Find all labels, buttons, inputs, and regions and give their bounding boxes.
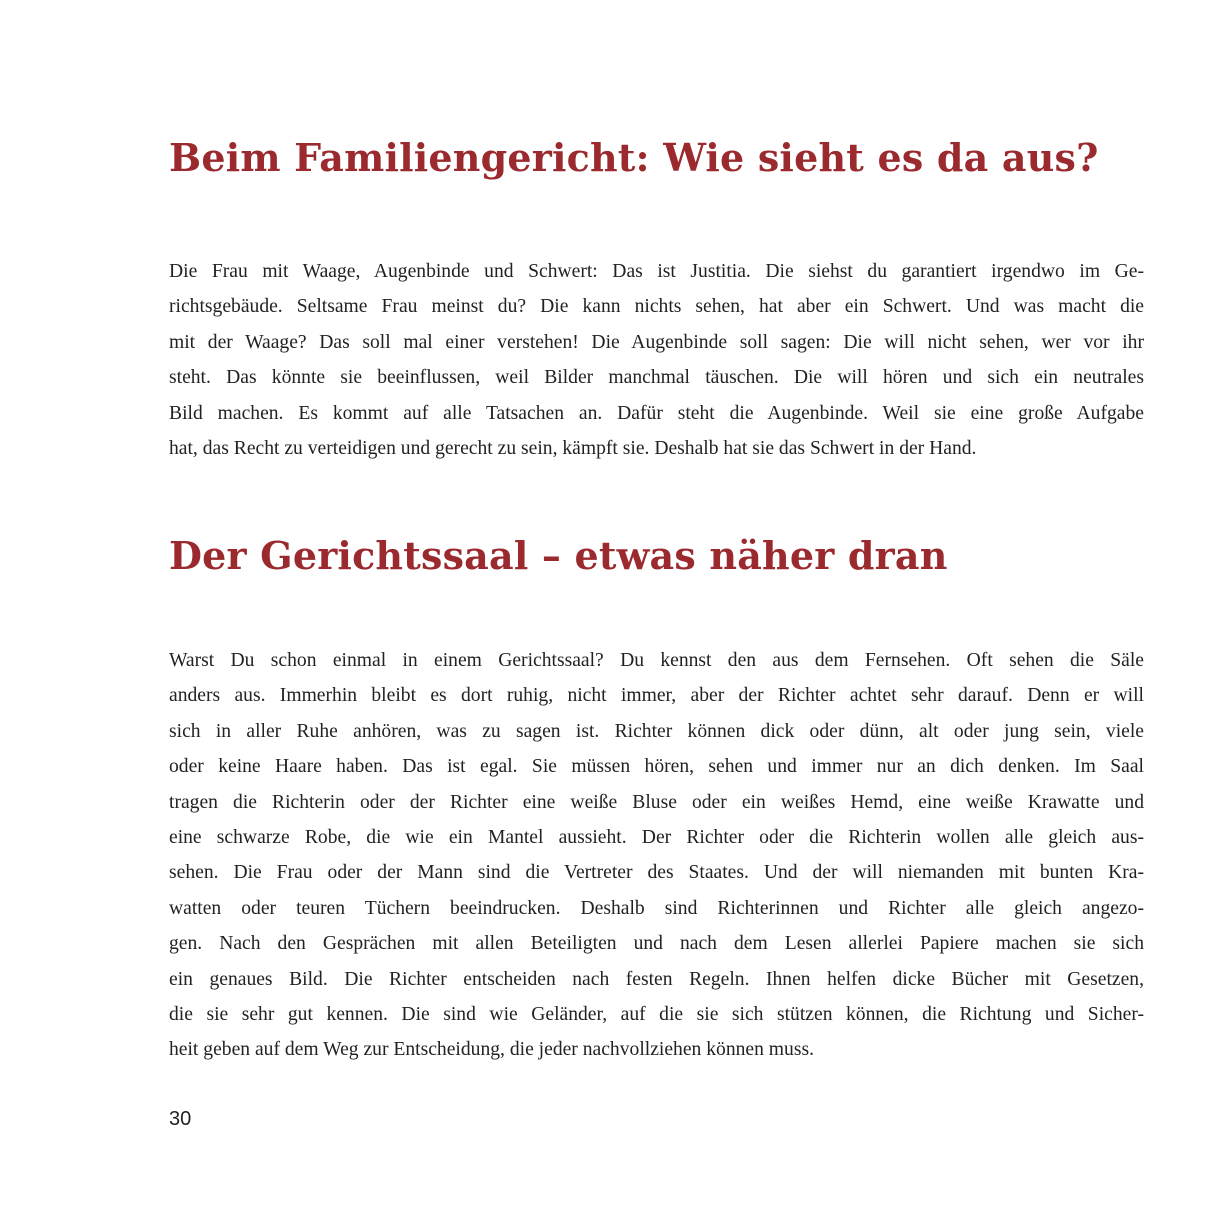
- paragraph-line: sehen. Die Frau oder der Mann sind die Vertreter des Staates. Und der will niemanden mit bunten Kra-: [169, 862, 1144, 884]
- paragraph-line: Warst Du schon einmal in einem Gerichtssaal? Du kennst den aus dem Fernsehen. Oft sehen die Säle: [169, 650, 1144, 671]
- paragraph-line: die sie sehr gut kennen. Die sind wie Geländer, auf die sie sich stützen können, die Richtung und Sicher-: [169, 1004, 1144, 1026]
- paragraph-line: hat, das Recht zu verteidigen und gerecht zu sein, kämpft sie. Deshalb hat sie das Schwert in der Hand.: [169, 438, 977, 460]
- paragraph-line: heit geben auf dem Weg zur Entscheidung, die jeder nachvollziehen können muss.: [169, 1039, 814, 1061]
- paragraph-gerichtssaal: [169, 643, 1144, 1068]
- paragraph-line: tragen die Richterin oder der Richter eine weiße Bluse oder ein weißes Hemd, eine weiße Krawatte und: [169, 791, 1144, 813]
- paragraph-line: watten oder teuren Tüchern beeindrucken. Deshalb sind Richterinnen und Richter alle gleich angezo-: [169, 897, 1144, 919]
- paragraph-line: oder keine Haare haben. Das ist egal. Sie müssen hören, sehen und immer nur an dich denken. Im Saal: [169, 756, 1144, 778]
- paragraph-line: Bild machen. Es kommt auf alle Tatsachen an. Dafür steht die Augenbinde. Weil sie eine große Aufgabe: [169, 402, 1144, 424]
- paragraph-justitia: [169, 254, 1144, 466]
- section-heading-gerichtssaal: Der Gerichtssaal – etwas näher dran: [169, 533, 948, 578]
- paragraph-line: anders aus. Immerhin bleibt es dort ruhig, nicht immer, aber der Richter achtet sehr darauf. Denn er will: [169, 685, 1144, 707]
- paragraph-line: steht. Das könnte sie beeinflussen, weil Bilder manchmal täuschen. Die will hören und sich ein neutrales: [169, 367, 1144, 389]
- paragraph-line: Die Frau mit Waage, Augenbinde und Schwert: Das ist Justitia. Die siehst du garantiert irgendwo im Ge-: [169, 261, 1144, 282]
- paragraph-line: sich in aller Ruhe anhören, was zu sagen ist. Richter können dick oder dünn, alt oder jung sein, viele: [169, 720, 1144, 742]
- paragraph-line: richtsgebäude. Seltsame Frau meinst du? Die kann nichts sehen, hat aber ein Schwert. Und was macht die: [169, 296, 1144, 318]
- paragraph-line: ein genaues Bild. Die Richter entscheiden nach festen Regeln. Ihnen helfen dicke Bücher mit Gesetzen,: [169, 968, 1144, 990]
- section-heading-familiengericht: Beim Familiengericht: Wie sieht es da aus?: [169, 135, 1099, 180]
- paragraph-line: mit der Waage? Das soll mal einer verstehen! Die Augenbinde soll sagen: Die will nicht sehen, wer vor ihr: [169, 331, 1144, 353]
- paragraph-line: eine schwarze Robe, die wie ein Mantel aussieht. Der Richter oder die Richterin wollen alle gleich aus-: [169, 827, 1144, 849]
- page-number: 30: [169, 1108, 192, 1130]
- paragraph-line: gen. Nach den Gesprächen mit allen Beteiligten und nach dem Lesen allerlei Papiere machen sie sich: [169, 933, 1144, 955]
